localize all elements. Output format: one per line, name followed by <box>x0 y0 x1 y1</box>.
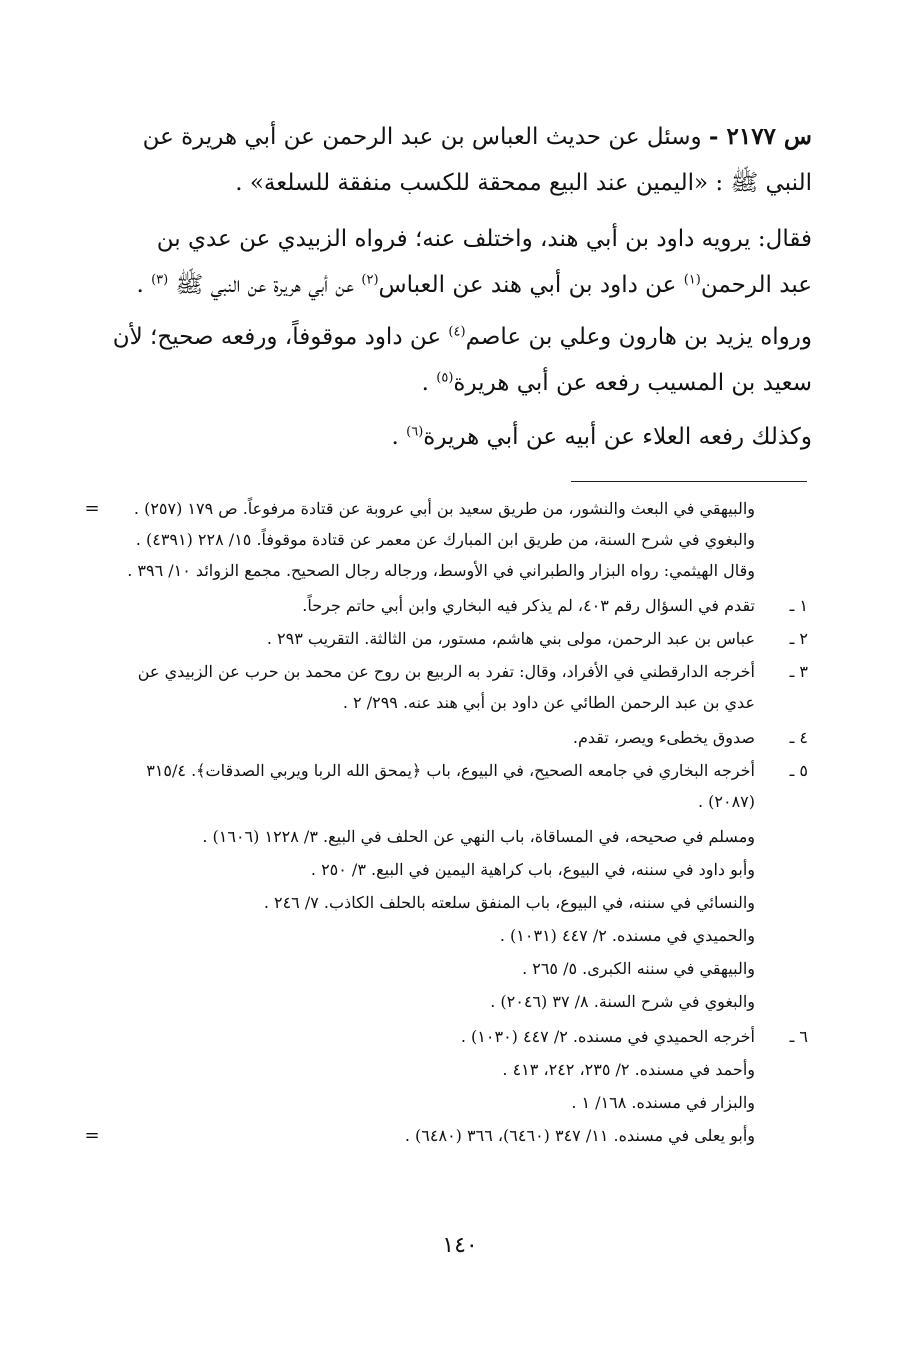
footnote-6-line-4: وأبو يعلى في مسنده. ١١/ ٣٤٧ (٦٤٦٠)، ٣٦٦ (٦٤٨٠) . <box>404 1126 755 1145</box>
footnote-ref-5: (٥) <box>436 370 454 386</box>
footnote-6-line-1: أخرجه الحميدي في مسنده. ٢/ ٤٤٧ (١٠٣٠) . <box>460 1027 755 1046</box>
page-number: ١٤٠ <box>442 1233 478 1258</box>
question-line-2: النبي ﷺ : «اليمين عند البيع ممحقة للكسب منفقة للسلعة» . <box>235 170 812 196</box>
footnote-5-line-1: أخرجه البخاري في جامعه الصحيح، في البيوع، باب ﴿يمحق الله الربا ويربي الصدقات﴾. ٣١٥/٤ <box>146 761 755 780</box>
footnote-6-line-3: والبزار في مسنده. ١٦٨/ ١ . <box>571 1093 755 1112</box>
answer-paragraph <box>100 216 812 308</box>
narration-line-2 <box>100 360 812 406</box>
footnote-5-line-7: والبيهقي في سننه الكبرى. ٥/ ٢٦٥ . <box>522 959 755 978</box>
narration-text-2a: سعيد بن المسيب رفعه عن أبي هريرة <box>453 370 812 396</box>
footnote-5-line-6: والحميدي في مسنده. ٢/ ٤٤٧ (١٠٣١) . <box>499 926 755 945</box>
footnote-1: تقدم في السؤال رقم ٤٠٣، لم يذكر فيه البخاري وابن أبي حاتم جرحاً. <box>302 596 755 615</box>
narration-text-2b: . <box>421 370 437 396</box>
footnote-5-line-5: والنسائي في سننه، في البيوع، باب المنفق سلعته بالحلف الكاذب. ٧/ ٢٤٦ . <box>263 893 755 912</box>
footnote-ref-2: (٢) <box>361 272 379 288</box>
footnote-5-line-3: ومسلم في صحيحه، في المساقاة، باب النهي عن الحلف في البيع. ٣/ ١٢٢٨ (١٦٠٦) . <box>202 827 755 846</box>
footnote-continuation-3: وقال الهيثمي: رواه البزار والطبراني في الأوسط، ورجاله رجال الصحيح. مجمع الزوائد ١٠/ ٣٩٦ . <box>127 561 755 580</box>
closing-paragraph <box>100 414 812 460</box>
footnote-3-line-2: عدي بن عبد الرحمن الطائي عن داود بن أبي هند عنه. ٢٩٩/ ٢ . <box>342 693 755 712</box>
continuation-mark-top: = <box>84 498 100 519</box>
closing-text-1b: . <box>391 424 407 450</box>
answer-line-1: فقال: يرويه داود بن أبي هند، واختلف عنه؛ فرواه الزبيدي عن عدي بن <box>156 226 812 252</box>
footnote-number-4: ٤ ـ <box>789 728 808 747</box>
answer-text-2b: عن داود بن أبي هند عن العباس <box>378 272 684 298</box>
narration-text-1a: ورواه يزيد بن هارون وعلي بن عاصم <box>465 324 812 350</box>
question-number: س ٢١٧٧ - <box>708 123 812 150</box>
footnote-number-1: ١ ـ <box>789 596 808 615</box>
footnote-ref-6: (٦) <box>406 424 424 440</box>
narration-paragraph <box>100 314 812 406</box>
closing-text-1a: وكذلك رفعه العلاء عن أبيه عن أبي هريرة <box>423 424 812 450</box>
footnote-4: صدوق يخطىء ويصر، تقدم. <box>572 728 755 747</box>
answer-text-2c: عن أبي هريرة عن النبي ﷺ <box>168 272 362 298</box>
question-line-1 <box>100 114 812 160</box>
narration-text-1b: عن داود موقوفاً، ورفعه صحيح؛ لأن <box>112 324 449 350</box>
footnote-number-6: ٦ ـ <box>789 1027 808 1046</box>
footnote-continuation-2: والبغوي في شرح السنة، من طريق ابن المبارك عن معمر عن قتادة موقوفاً. ١٥/ ٢٢٨ (٤٣٩١) . <box>135 530 755 549</box>
footnote-continuation-1: والبيهقي في البعث والنشور، من طريق سعيد بن أبي عروبة عن قتادة مرفوعاً. ص ١٧٩ (٢٥٧) . <box>133 499 755 518</box>
footnotes-section <box>0 494 920 1194</box>
narration-line-1 <box>100 314 812 360</box>
footnote-ref-4: (٤) <box>448 324 466 340</box>
closing-line-1 <box>100 414 812 460</box>
footnote-5-line-2: (٢٠٨٧) . <box>697 792 755 811</box>
footnote-ref-3: (٣) <box>151 272 169 288</box>
question-text-1: وسئل عن حديث العباس بن عبد الرحمن عن أبي هريرة عن <box>142 124 702 150</box>
footnote-5-line-8: والبغوي في شرح السنة. ٨/ ٣٧ (٢٠٤٦) . <box>490 992 755 1011</box>
answer-text-2a: عبد الرحمن <box>700 272 812 298</box>
footnote-5-line-4: وأبو داود في سننه، في البيوع، باب كراهية اليمين في البيع. ٣/ ٢٥٠ . <box>310 860 755 879</box>
footnote-number-2: ٢ ـ <box>789 629 808 648</box>
footnote-number-3: ٣ ـ <box>789 662 808 681</box>
footnote-divider <box>571 481 807 482</box>
answer-text-2d: . <box>136 272 152 298</box>
footnote-6-line-2: وأحمد في مسنده. ٢/ ٢٣٥، ٢٤٢، ٤١٣ . <box>502 1060 755 1079</box>
answer-line-2 <box>100 262 812 308</box>
question-paragraph <box>100 114 812 206</box>
footnote-2: عباس بن عبد الرحمن، مولى بني هاشم، مستور، من الثالثة. التقريب ٢٩٣ . <box>266 629 755 648</box>
footnote-ref-1: (١) <box>683 272 701 288</box>
footnote-3-line-1: أخرجه الدارقطني في الأفراد، وقال: تفرد به الربيع بن روح عن محمد بن حرب عن الزبيدي عن <box>137 662 755 681</box>
continuation-mark-bottom: = <box>84 1125 100 1146</box>
footnote-number-5: ٥ ـ <box>789 761 808 780</box>
